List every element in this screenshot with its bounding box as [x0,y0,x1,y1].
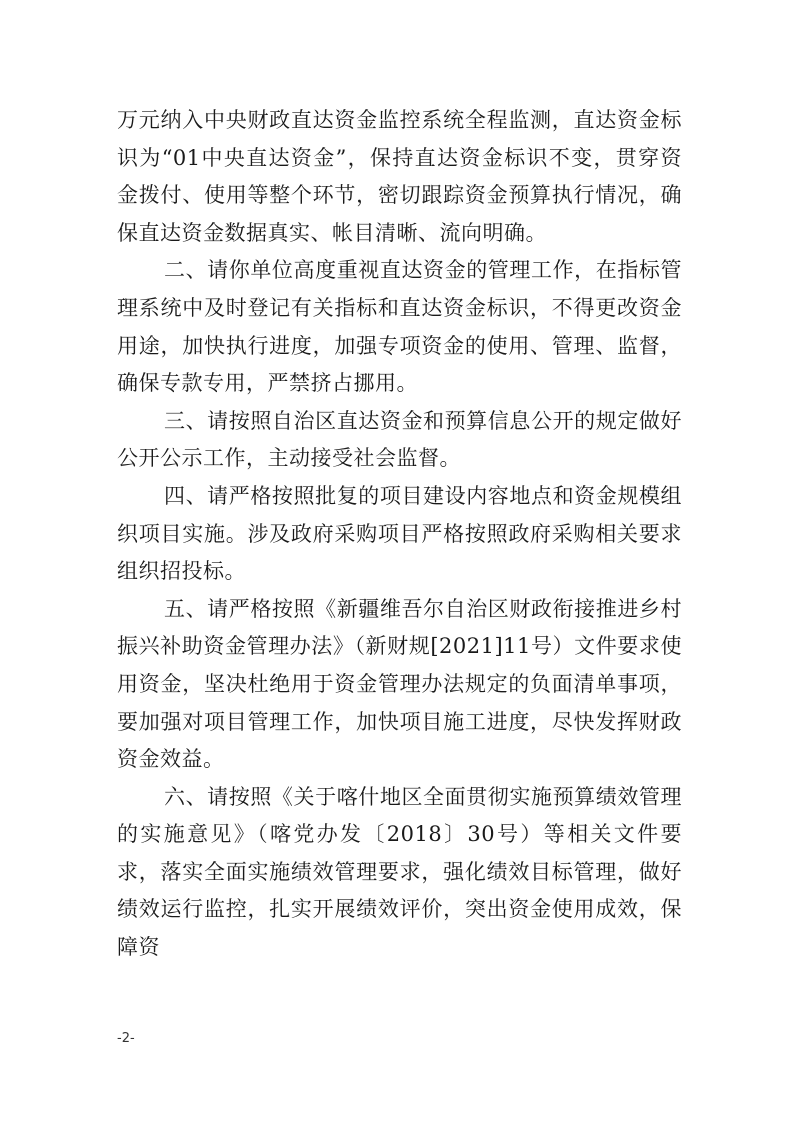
paragraph-continuation [117,102,682,252]
text-line: 五、请严格按照《新疆维吾尔自治区财政衔接推进乡村 [164,596,682,621]
paragraph-item-3 [117,403,682,478]
document-body [117,102,682,967]
text-line: 用资金，坚决杜绝用于资金管理办法规定的负面清单事项， [117,671,682,696]
text-line: 万元纳入中央财政直达资金监控系统全程监测，直达资金标 [117,108,682,132]
page-number: -2- [117,1031,135,1046]
text-line: 确保专款专用，严禁挤占挪用。 [117,371,418,396]
text-line: 运行监控，扎实开展绩效评价，突出资金使用成效，保障资 [117,897,683,960]
text-line: 要加强对项目管理工作，加快项目施工进度，尽快发挥财政 [117,709,682,734]
text-line: 组织招投标。 [117,559,246,584]
paragraph-item-4 [117,478,682,591]
text-line: 振兴补助资金管理办法》（新财规[2021]11号）文件要求使 [117,634,682,659]
text-line: 理系统中及时登记有关指标和直达资金标识，不得更改资金 [117,295,682,320]
text-line: 落实全面实施绩效管理要求，强化绩效目标管理，做好绩效 [117,859,683,922]
text-line: 二、请你单位高度重视直达资金的管理工作，在指标管 [164,258,682,283]
text-line: 六、请按照《关于喀什地区全面贯彻实施预算绩效管理 [164,784,682,809]
text-line: 三、请按照自治区直达资金和预算信息公开的规定做好 [164,408,682,433]
text-line: 的实施意见》（喀党办发〔2018〕30号）等相关文件要求， [117,822,682,884]
paragraph-item-2 [117,252,682,402]
text-line: 金拨付、使用等整个环节，密切跟踪资金预算执行情况，确 [117,183,682,208]
text-line: 保直达资金数据真实、帐目清晰、流向明确。 [117,220,547,245]
text-line: 用途，加快执行进度，加强专项资金的使用、管理、监督， [117,333,682,358]
text-line: 四、请严格按照批复的项目建设内容地点和资金规模组 [164,483,682,508]
paragraph-item-5 [117,591,682,779]
paragraph-item-6 [117,779,682,967]
text-line: 识为“01中央直达资金”，保持直达资金标识不变，贯穿资 [117,145,682,170]
text-line: 公开公示工作，主动接受社会监督。 [117,446,461,471]
text-line: 资金效益。 [117,747,225,772]
text-line: 织项目实施。涉及政府采购项目严格按照政府采购相关要求 [117,521,682,546]
